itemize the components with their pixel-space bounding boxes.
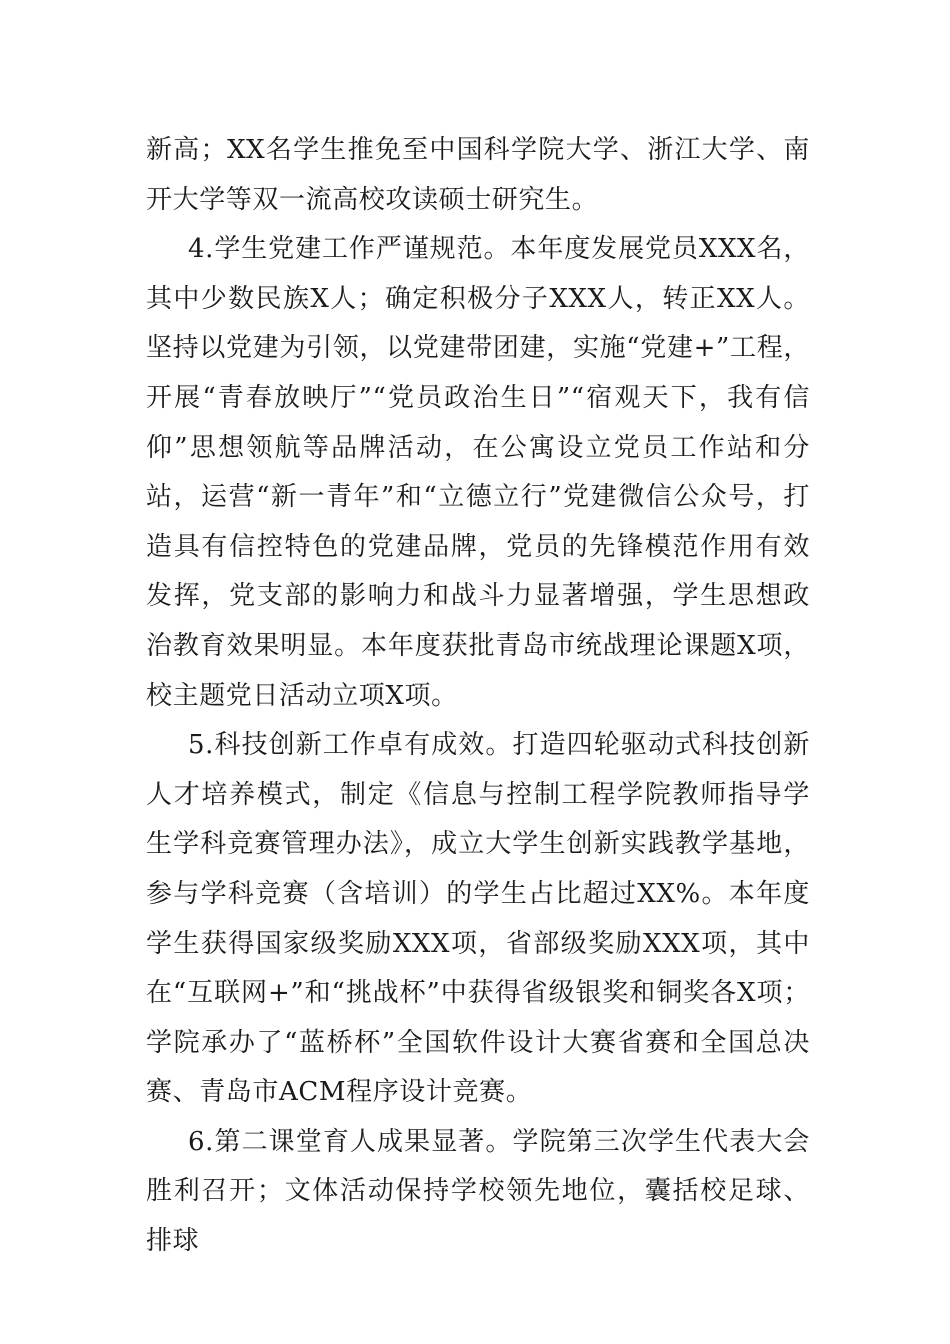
paragraph-tech-innovation: 5.科技创新工作卓有成效。打造四轮驱动式科技创新人才培养模式，制定《信息与控制工程学院教师指导学生学科竞赛管理办法》，成立大学生创新实践教学基地，参与学科竞赛（含培训）的学生占比超过XX%。本年度学生获得国家级奖励XXX项，省部级奖励XXX项，其中在“互联网+”和“挑战杯”中获得省级银奖和铜奖各X项；学院承办了“蓝桥杯”全国软件设计大赛省赛和全国总决赛、青岛市ACM程序设计竞赛。 <box>146 730 810 1108</box>
body-text <box>146 126 810 1267</box>
paragraph-party-building: 4.学生党建工作严谨规范。本年度发展党员XXX名，其中少数民族X人；确定积极分子XXX人，转正XX人。坚持以党建为引领，以党建带团建，实施“党建+”工程，开展“青春放映厅”“党员政治生日”“宿观天下，我有信仰”思想领航等品牌活动，在公寓设立党员工作站和分站，运营“新一青年”和“立德立行”党建微信公众号，打造具有信控特色的党建品牌，党员的先锋模范作用有效发挥，党支部的影响力和战斗力显著增强，学生思想政治教育效果明显。本年度获批青岛市统战理论课题X项，校主题党日活动立项X项。 <box>146 234 810 711</box>
paragraph-continuation: 新高；XX名学生推免至中国科学院大学、浙江大学、南开大学等双一流高校攻读硕士研究生。 <box>146 135 810 215</box>
paragraph-second-classroom: 6.第二课堂育人成果显著。学院第三次学生代表大会胜利召开；文体活动保持学校领先地位，囊括校足球、排球 <box>146 1126 810 1257</box>
